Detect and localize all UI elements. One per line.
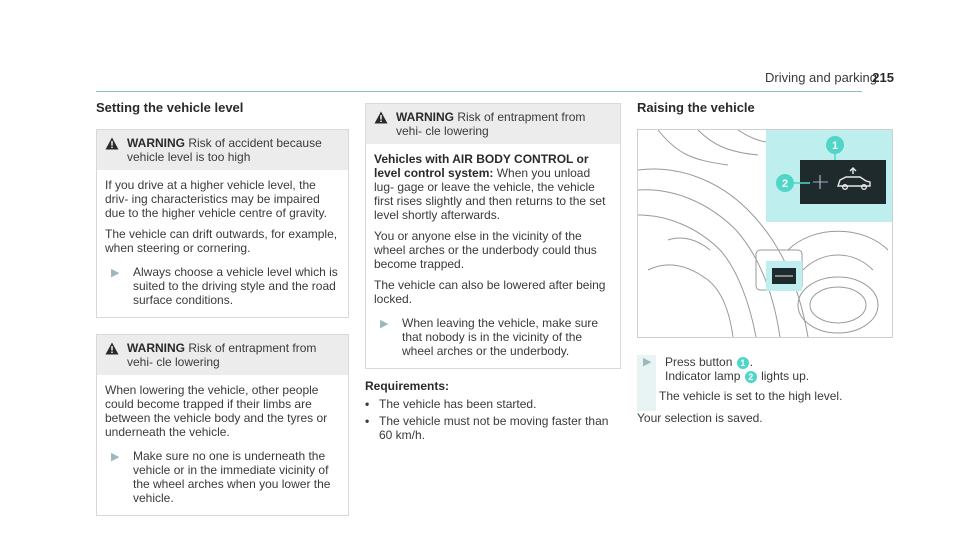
- requirements-title: Requirements:: [365, 379, 450, 393]
- column-entrapment-warning: [365, 103, 621, 445]
- warning-paragraph: When lowering the vehicle, other people could become trapped if their limbs are between the vehicle body and the tyres or underneath the vehicle.: [105, 383, 328, 439]
- header-title: Driving and parking: [764, 70, 877, 85]
- warning-header: [97, 130, 348, 170]
- header-rule: [96, 91, 862, 92]
- warning-headline: Risk of accident because vehicle level is too high: [127, 136, 322, 164]
- button-panel: [800, 160, 886, 204]
- warning-triangle-icon: [105, 136, 127, 164]
- warning-headline: Risk of entrapment from vehi- cle lowering: [127, 341, 317, 369]
- warning-paragraph: If you drive at a higher vehicle level, the driv- ing characteristics may be impaired due to the higher vehicle centre of gravity.: [105, 178, 327, 220]
- warning-paragraph: The vehicle can drift outwards, for example, when steering or cornering.: [105, 227, 338, 255]
- figure-center-console: [637, 129, 893, 338]
- warning-label: WARNING: [127, 136, 185, 150]
- step-text: When leaving the vehicle, make sure that nobody is in the vicinity of the wheel arches or the underbody.: [402, 316, 599, 358]
- warning-label: WARNING: [127, 341, 185, 355]
- warning-step: [105, 449, 340, 505]
- action-steps: [637, 355, 891, 425]
- list-item: • The vehicle must not be moving faster than 60 km/h.: [365, 414, 609, 442]
- warning-step: [105, 265, 340, 307]
- warning-box-accident: [96, 129, 349, 318]
- svg-text:2: 2: [781, 178, 789, 190]
- warning-paragraph: The vehicle can also be lowered after being locked.: [374, 278, 606, 306]
- warning-body: [97, 375, 348, 515]
- warning-header: [366, 104, 620, 144]
- bullet-icon: •: [365, 414, 370, 428]
- section-title: Setting the vehicle level: [96, 100, 244, 115]
- warning-step: [374, 316, 612, 358]
- warning-body: [366, 144, 620, 368]
- page-number: 215: [872, 70, 894, 85]
- step-result: The vehicle is set to the high level.: [659, 389, 843, 403]
- arrow-right-icon: ▶: [111, 451, 120, 463]
- warning-box-entrapment: [365, 103, 621, 369]
- callout-badge: 2: [745, 371, 757, 383]
- lead-rest: When you unload lug- gage or leave the vehicle, the vehicle first rises slightly and then returns to the set level shortly afterwards.: [374, 166, 606, 222]
- list-item: • The vehicle has been started.: [365, 397, 537, 411]
- requirements-list: [365, 397, 621, 442]
- section-title: Raising the vehicle: [637, 100, 755, 115]
- warning-triangle-icon: [374, 110, 396, 138]
- bullet-icon: •: [365, 397, 370, 411]
- warning-headline: Risk of entrapment from vehi- cle lowering: [396, 110, 586, 138]
- arrow-right-icon: ▶: [111, 267, 120, 279]
- warning-triangle-icon: [105, 341, 127, 369]
- warning-paragraph: You or anyone else in the vicinity of the wheel arches or the underbody could thus become trapped.: [374, 229, 597, 271]
- warning-header: [97, 335, 348, 375]
- center-console-illustration: [638, 130, 892, 337]
- page-header: [0, 0, 960, 85]
- column-raising-vehicle: [637, 100, 891, 425]
- column-setting-vehicle-level: [96, 100, 349, 516]
- saved-note: Your selection is saved.: [637, 411, 763, 425]
- svg-text:1: 1: [831, 140, 839, 152]
- warning-box-lowering: [96, 334, 349, 516]
- arrow-right-icon: ▶: [643, 356, 652, 368]
- step-text: Always choose a vehicle level which is suited to the driving style and the road surface conditions.: [133, 265, 338, 307]
- step-text: Make sure no one is underneath the vehicle or in the immediate vicinity of the wheel arches when you lower the vehicle.: [133, 449, 331, 505]
- arrow-right-icon: ▶: [380, 318, 389, 330]
- warning-body: [97, 170, 348, 317]
- action-step: ▶ Press button 1 . Indicator lamp 2 lights up.: [637, 355, 891, 383]
- lead-text: Vehicles with AIR BODY CONTROL or level control system:: [374, 152, 589, 180]
- warning-label: WARNING: [396, 110, 454, 124]
- callout-badge: 1: [737, 357, 749, 369]
